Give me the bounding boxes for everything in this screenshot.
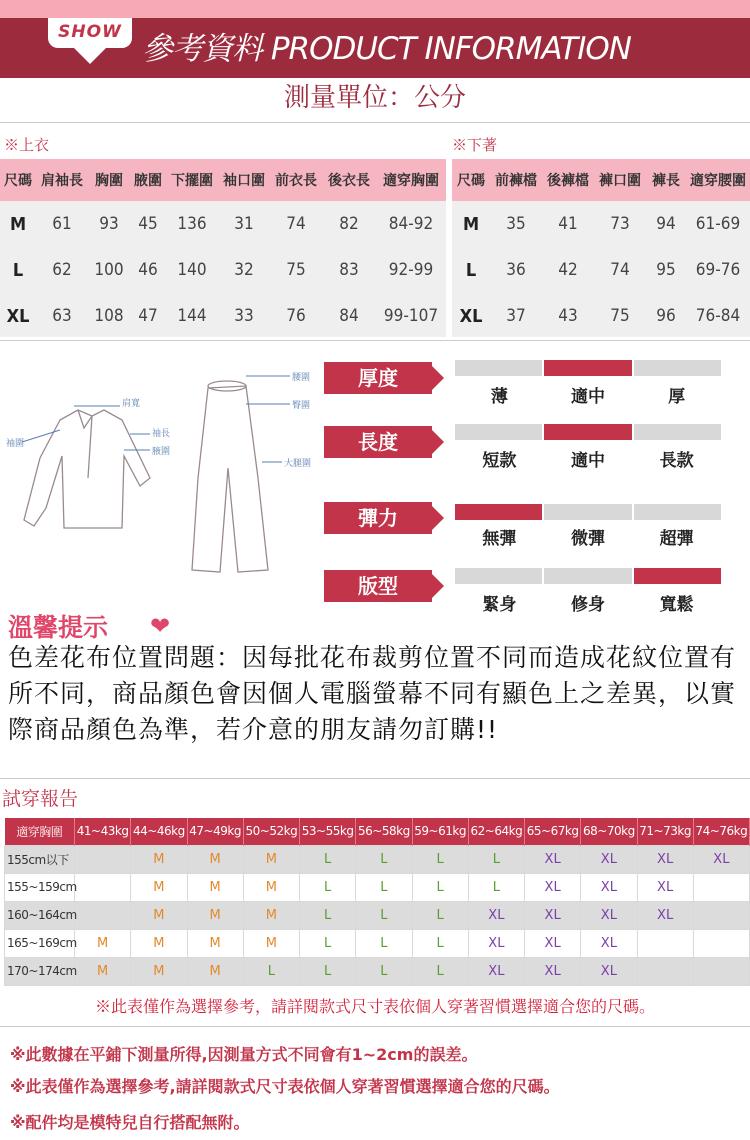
tops-row xyxy=(0,201,446,247)
footnote-3: ※配件均是模特兒自行搭配無附。 xyxy=(10,1113,250,1132)
size-value: 62 xyxy=(52,260,72,280)
fit-size-cell: XL xyxy=(525,873,581,901)
fit-row xyxy=(5,901,750,929)
size-value: 92-99 xyxy=(388,260,434,280)
scale-segment xyxy=(544,568,631,584)
fit-header-cell: 適穿胸圍 xyxy=(5,818,75,845)
size-value: 37 xyxy=(506,306,526,326)
fit-size-cell: XL xyxy=(693,845,749,873)
tops-size-table xyxy=(0,159,446,339)
fit-report-table xyxy=(4,818,750,986)
divider xyxy=(0,1026,750,1027)
scale-segment xyxy=(634,568,721,584)
tops-header-cell: 前衣長 xyxy=(270,159,322,201)
size-value: 61-69 xyxy=(695,214,741,234)
fit-size-cell: M xyxy=(75,929,131,957)
size-label: XL xyxy=(6,305,30,327)
attribute-option: 微彈 xyxy=(571,529,605,549)
show-badge xyxy=(48,18,132,48)
fit-height-label: 160~164cm xyxy=(5,901,75,929)
size-value: 75 xyxy=(610,306,630,326)
attribute-options xyxy=(455,590,721,615)
size-label: M xyxy=(462,213,480,235)
diagram-label-sleeve-length: 袖長 xyxy=(152,429,171,439)
size-label: XL xyxy=(459,305,483,327)
size-value: 43 xyxy=(558,306,578,326)
fit-size-cell xyxy=(637,929,693,957)
size-value: 140 xyxy=(177,260,207,280)
size-value: 84-92 xyxy=(388,214,434,234)
fit-size-cell xyxy=(637,957,693,985)
size-value: 100 xyxy=(94,260,124,280)
fit-header-cell: 56~58kg xyxy=(356,818,412,845)
bottoms-header-cell: 前褲檔 xyxy=(490,159,542,201)
size-value: 31 xyxy=(234,214,254,234)
tops-row xyxy=(0,293,446,339)
fit-header-cell: 50~52kg xyxy=(243,818,299,845)
fit-size-cell: M xyxy=(187,873,243,901)
attribute-option: 厚 xyxy=(668,387,686,407)
size-value: 74 xyxy=(610,260,630,280)
fit-size-cell xyxy=(693,957,749,985)
fit-size-cell: XL xyxy=(468,929,524,957)
fit-header-cell: 41~43kg xyxy=(75,818,131,845)
fit-size-cell: XL xyxy=(581,957,637,985)
fit-height-label: 170~174cm xyxy=(5,957,75,985)
fit-header-cell: 47~49kg xyxy=(187,818,243,845)
attribute-options xyxy=(455,446,721,471)
size-label: M xyxy=(9,213,27,235)
tops-header-cell: 腋圍 xyxy=(130,159,166,201)
fit-size-cell: L xyxy=(356,957,412,985)
size-value: 76 xyxy=(286,306,306,326)
fit-size-cell: XL xyxy=(637,845,693,873)
tops-header-cell: 適穿胸圍 xyxy=(376,159,446,201)
attribute-option: 無彈 xyxy=(482,529,517,549)
tops-header-cell: 肩袖長 xyxy=(36,159,88,201)
fit-row xyxy=(5,957,750,985)
fit-size-cell: M xyxy=(187,957,243,985)
fit-size-cell: L xyxy=(300,957,356,985)
divider xyxy=(0,340,750,341)
fit-size-cell xyxy=(75,873,131,901)
bottoms-header-cell: 適穿腰圍 xyxy=(686,159,750,201)
diagram-label-waist: 腰圍 xyxy=(292,373,311,383)
fit-size-cell: M xyxy=(131,845,187,873)
bottoms-header-cell: 褲長 xyxy=(646,159,686,201)
fit-size-cell: XL xyxy=(581,873,637,901)
attribute-option: 短款 xyxy=(482,451,517,471)
pants-outline xyxy=(192,386,268,572)
fit-size-cell: L xyxy=(300,929,356,957)
size-value: 36 xyxy=(506,260,526,280)
size-value: 63 xyxy=(52,306,72,326)
fit-size-cell xyxy=(693,901,749,929)
fit-size-cell: L xyxy=(300,873,356,901)
tip-body: 色差花布位置問題：因每批花布裁剪位置不同而造成花紋位置有所不同，商品顏色會因個人電腦螢幕不同有顯色上之差異，以實際商品顏色為準，若介意的朋友請勿訂購!! xyxy=(8,643,737,744)
attribute-option: 長款 xyxy=(659,451,694,471)
attribute-label: 彈力 xyxy=(324,502,432,534)
fit-size-cell: XL xyxy=(637,873,693,901)
fit-size-cell: XL xyxy=(525,901,581,929)
scale-segment xyxy=(455,424,542,440)
size-value: 61 xyxy=(52,214,72,234)
size-value: 99-107 xyxy=(383,306,439,326)
diagram-label-sleeve-cuff: 袖圍 xyxy=(6,439,25,449)
scale-segment xyxy=(634,424,721,440)
attribute-scale xyxy=(455,360,721,376)
fit-size-cell: XL xyxy=(468,957,524,985)
divider xyxy=(0,778,750,779)
fit-size-cell: L xyxy=(468,845,524,873)
fit-height-label: 155cm以下 xyxy=(5,845,75,873)
attribute-option: 緊身 xyxy=(482,595,517,615)
heart-icon: ❤ xyxy=(150,612,171,640)
size-label: L xyxy=(12,259,24,281)
fit-size-cell: M xyxy=(131,957,187,985)
fit-size-cell: XL xyxy=(581,845,637,873)
size-value: 33 xyxy=(234,306,254,326)
size-value: 69-76 xyxy=(695,260,741,280)
jacket-outline xyxy=(24,410,150,528)
fit-size-cell: M xyxy=(243,901,299,929)
bottoms-label: ※下著 xyxy=(452,136,498,154)
fit-size-cell: M xyxy=(243,929,299,957)
fit-size-cell xyxy=(75,901,131,929)
fit-header-cell: 74~76kg xyxy=(693,818,749,845)
banner-title: 參考資料 PRODUCT INFORMATION xyxy=(142,31,631,67)
scale-segment xyxy=(634,504,721,520)
fit-height-label: 155~159cm xyxy=(5,873,75,901)
attribute-option: 修身 xyxy=(571,595,605,615)
bottoms-row xyxy=(452,247,750,293)
attribute-option: 薄 xyxy=(490,387,508,407)
fit-row xyxy=(5,873,750,901)
size-value: 94 xyxy=(656,214,676,234)
tops-header-cell: 尺碼 xyxy=(0,159,36,201)
bottoms-row xyxy=(452,293,750,339)
fit-size-cell: M xyxy=(243,845,299,873)
attribute-options xyxy=(455,382,721,407)
fit-size-cell: L xyxy=(356,901,412,929)
size-value: 96 xyxy=(656,306,676,326)
diagram-label-shoulder: 肩寬 xyxy=(122,399,141,409)
tops-row xyxy=(0,247,446,293)
size-value: 46 xyxy=(138,260,158,280)
tip-title: 溫馨提示 xyxy=(8,613,109,642)
fit-size-cell: L xyxy=(468,873,524,901)
size-value: 45 xyxy=(138,214,158,234)
fit-size-cell: L xyxy=(412,929,468,957)
diagram-label-thigh: 大腿圍 xyxy=(284,459,312,469)
attribute-scale xyxy=(455,424,721,440)
size-value: 84 xyxy=(339,306,359,326)
fit-size-cell: L xyxy=(300,901,356,929)
fit-header-cell: 59~61kg xyxy=(412,818,468,845)
fit-size-cell: XL xyxy=(581,929,637,957)
fit-size-cell: M xyxy=(187,845,243,873)
show-arrow-icon xyxy=(72,46,108,64)
size-value: 144 xyxy=(177,306,207,326)
size-value: 47 xyxy=(138,306,158,326)
unit-text: 測量單位：公分 xyxy=(283,83,466,113)
fit-size-cell: L xyxy=(356,845,412,873)
measurement-diagram xyxy=(0,358,320,580)
fit-size-cell: XL xyxy=(637,901,693,929)
bottoms-header-cell: 褲口圍 xyxy=(594,159,646,201)
size-value: 73 xyxy=(610,214,630,234)
fit-row xyxy=(5,845,750,873)
tops-header-cell: 胸圍 xyxy=(88,159,130,201)
size-value: 35 xyxy=(506,214,526,234)
attribute-option: 寬鬆 xyxy=(659,595,694,615)
fit-size-cell: L xyxy=(356,873,412,901)
size-value: 95 xyxy=(656,260,676,280)
fit-size-cell: XL xyxy=(581,901,637,929)
bottoms-header-cell: 後褲檔 xyxy=(542,159,594,201)
scale-segment xyxy=(455,568,542,584)
fit-size-cell: L xyxy=(300,845,356,873)
size-value: 83 xyxy=(339,260,359,280)
attribute-scale xyxy=(455,568,721,584)
size-value: 42 xyxy=(558,260,578,280)
fit-row xyxy=(5,929,750,957)
fit-size-cell: L xyxy=(412,957,468,985)
tops-header-cell: 下擺圍 xyxy=(166,159,218,201)
size-value: 93 xyxy=(99,214,119,234)
bottoms-row xyxy=(452,201,750,247)
scale-segment xyxy=(544,504,631,520)
attribute-option: 適中 xyxy=(571,387,605,407)
attribute-option: 超彈 xyxy=(659,529,694,549)
fit-size-cell: XL xyxy=(468,901,524,929)
tops-label: ※上衣 xyxy=(4,136,50,154)
tops-header-cell: 後衣長 xyxy=(322,159,376,201)
fit-header-cell: 68~70kg xyxy=(581,818,637,845)
fit-report-title: 試穿報告 xyxy=(2,788,79,810)
attribute-label: 版型 xyxy=(324,570,432,602)
tops-header-cell: 袖口圍 xyxy=(218,159,270,201)
size-value: 76-84 xyxy=(695,306,741,326)
fit-size-cell xyxy=(693,873,749,901)
top-strip xyxy=(0,0,750,18)
fit-size-cell: XL xyxy=(525,929,581,957)
fit-header-cell: 62~64kg xyxy=(468,818,524,845)
bottoms-header-cell: 尺碼 xyxy=(452,159,490,201)
fit-report-note: ※此表僅作為選擇參考，請詳閱款式尺寸表依個人穿著習慣選擇適合您的尺碼。 xyxy=(94,997,655,1016)
show-badge-text: SHOW xyxy=(58,22,122,42)
attribute-option: 適中 xyxy=(571,451,605,471)
scale-segment xyxy=(544,424,631,440)
fit-size-cell: M xyxy=(75,957,131,985)
fit-header-cell: 53~55kg xyxy=(300,818,356,845)
attribute-options xyxy=(455,524,721,549)
footnote-1: ※此數據在平鋪下測量所得,因測量方式不同會有1~2cm的誤差。 xyxy=(10,1045,478,1064)
footnote-2: ※此表僅作為選擇參考,請詳閱款式尺寸表依個人穿著習慣選擇適合您的尺碼。 xyxy=(10,1077,560,1096)
fit-size-cell: L xyxy=(412,901,468,929)
fit-size-cell: M xyxy=(131,901,187,929)
scale-segment xyxy=(455,504,542,520)
fit-size-cell: M xyxy=(243,873,299,901)
scale-segment xyxy=(634,360,721,376)
size-value: 108 xyxy=(94,306,124,326)
fit-header-cell: 71~73kg xyxy=(637,818,693,845)
fit-size-cell xyxy=(75,845,131,873)
fit-size-cell: XL xyxy=(525,845,581,873)
fit-size-cell: L xyxy=(243,957,299,985)
size-value: 75 xyxy=(286,260,306,280)
attribute-scale xyxy=(455,504,721,520)
fit-size-cell: L xyxy=(412,845,468,873)
diagram-label-hip: 臀圍 xyxy=(292,401,311,411)
attribute-label: 厚度 xyxy=(324,362,432,394)
diagram-label-armpit: 腋圍 xyxy=(152,447,171,457)
size-value: 136 xyxy=(177,214,207,234)
fit-header-cell: 44~46kg xyxy=(131,818,187,845)
fit-size-cell xyxy=(693,929,749,957)
size-label: L xyxy=(465,259,477,281)
fit-size-cell: M xyxy=(187,929,243,957)
fit-size-cell: XL xyxy=(525,957,581,985)
fit-size-cell: L xyxy=(412,873,468,901)
fit-size-cell: M xyxy=(131,929,187,957)
fit-size-cell: M xyxy=(131,873,187,901)
attribute-label: 長度 xyxy=(324,426,432,458)
divider xyxy=(0,122,750,123)
size-value: 74 xyxy=(286,214,306,234)
size-value: 32 xyxy=(234,260,254,280)
fit-size-cell: L xyxy=(356,929,412,957)
fit-height-label: 165~169cm xyxy=(5,929,75,957)
size-value: 41 xyxy=(558,214,578,234)
fit-header-cell: 65~67kg xyxy=(525,818,581,845)
fit-size-cell: M xyxy=(187,901,243,929)
scale-segment xyxy=(544,360,631,376)
size-value: 82 xyxy=(339,214,359,234)
scale-segment xyxy=(455,360,542,376)
bottoms-size-table xyxy=(452,159,750,339)
